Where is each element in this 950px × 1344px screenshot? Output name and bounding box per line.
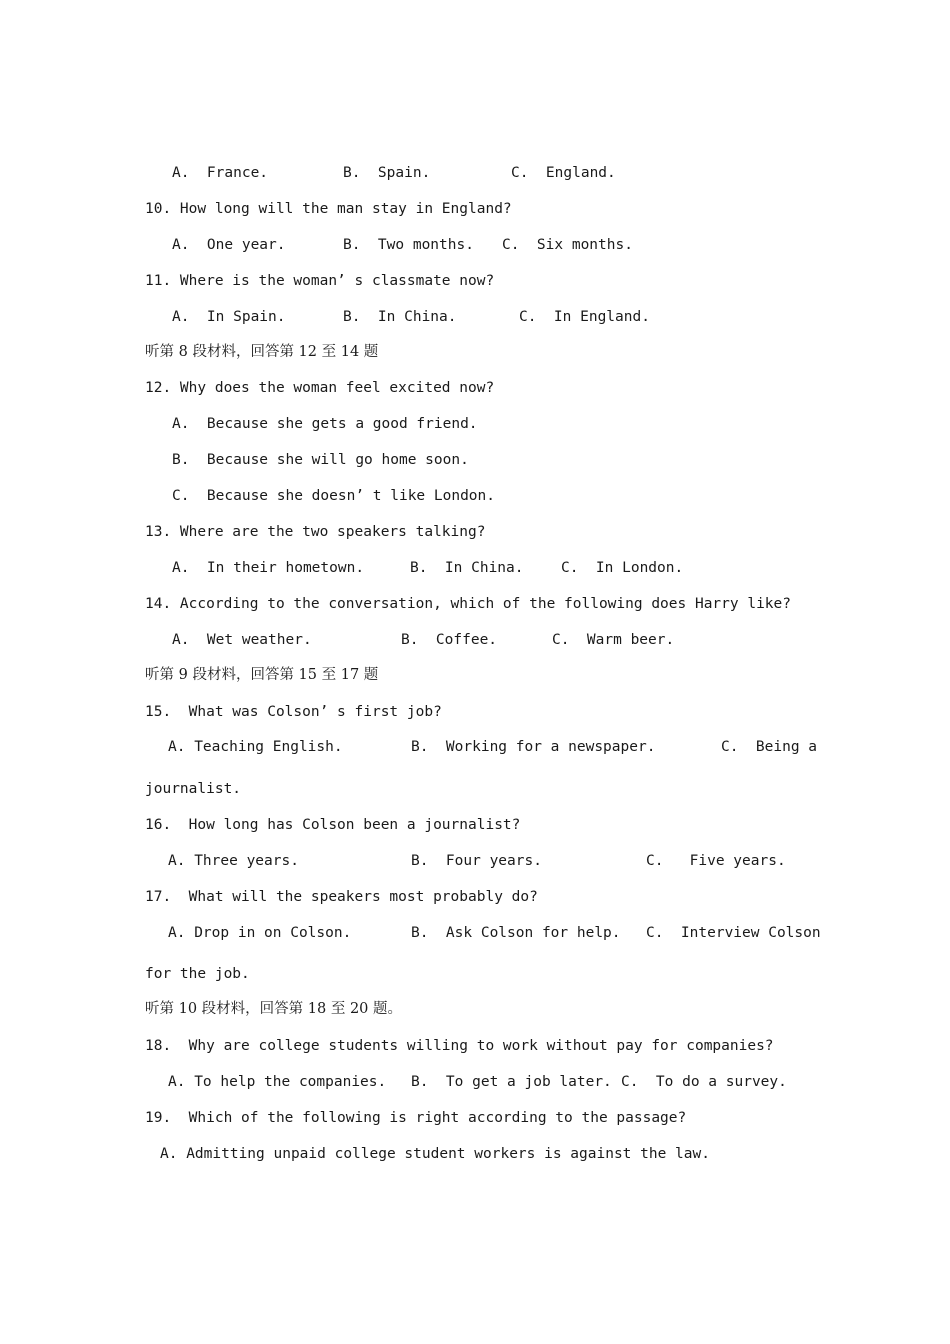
- q15-stem: 15. What was Colson’ s first job?: [145, 704, 442, 720]
- q16-stem: 16. How long has Colson been a journalist?: [145, 817, 521, 833]
- q15-option-b: B. Working for a newspaper.: [411, 739, 656, 755]
- q12-option-c: C. Because she doesn’ t like London.: [172, 488, 496, 504]
- q16-option-a: A. Three years.: [168, 853, 299, 869]
- q14-stem: 14. According to the conversation, which of the following does Harry like?: [145, 596, 792, 612]
- section-8-heading: 听第 8 段材料，回答第 12 至 14 题: [145, 344, 379, 360]
- q10-option-c: C. Six months.: [502, 237, 633, 253]
- q17-stem: 17. What will the speakers most probably do?: [145, 889, 538, 905]
- q9-option-c: C. England.: [511, 165, 616, 181]
- q17-option-b: B. Ask Colson for help.: [411, 925, 621, 941]
- q9-option-b: B. Spain.: [343, 165, 431, 181]
- q17-option-a: A. Drop in on Colson.: [168, 925, 352, 941]
- q12-option-a: A. Because she gets a good friend.: [172, 416, 478, 432]
- q19-option-a: A. Admitting unpaid college student workers is against the law.: [160, 1146, 710, 1162]
- q18-stem: 18. Why are college students willing to work without pay for companies?: [145, 1038, 774, 1054]
- q13-option-b: B. In China.: [410, 560, 524, 576]
- q14-option-c: C. Warm beer.: [552, 632, 675, 648]
- q17-option-c: C. Interview Colson: [646, 925, 821, 941]
- q15-option-c-continued: journalist.: [145, 781, 242, 797]
- q13-option-a: A. In their hometown.: [172, 560, 365, 576]
- q11-option-b: B. In China.: [343, 309, 457, 325]
- q10-option-b: B. Two months.: [343, 237, 474, 253]
- q16-option-c: C. Five years.: [646, 853, 786, 869]
- q9-option-a: A. France.: [172, 165, 269, 181]
- q11-option-a: A. In Spain.: [172, 309, 286, 325]
- q18-option-b: B. To get a job later.: [411, 1074, 612, 1090]
- q10-option-a: A. One year.: [172, 237, 286, 253]
- section-10-heading: 听第 10 段材料，回答第 18 至 20 题。: [145, 1001, 403, 1017]
- q11-option-c: C. In England.: [519, 309, 650, 325]
- q14-option-b: B. Coffee.: [401, 632, 498, 648]
- q12-option-b: B. Because she will go home soon.: [172, 452, 469, 468]
- q15-option-c: C. Being a: [721, 739, 818, 755]
- q15-option-a: A. Teaching English.: [168, 739, 343, 755]
- q11-stem: 11. Where is the woman’ s classmate now?: [145, 273, 495, 289]
- q14-option-a: A. Wet weather.: [172, 632, 312, 648]
- q18-option-a: A. To help the companies.: [168, 1074, 387, 1090]
- section-9-heading: 听第 9 段材料，回答第 15 至 17 题: [145, 667, 379, 683]
- q18-option-c: C. To do a survey.: [621, 1074, 787, 1090]
- q10-stem: 10. How long will the man stay in England?: [145, 201, 512, 217]
- q13-option-c: C. In London.: [561, 560, 684, 576]
- q12-stem: 12. Why does the woman feel excited now?: [145, 380, 495, 396]
- q13-stem: 13. Where are the two speakers talking?: [145, 524, 486, 540]
- q17-option-c-continued: for the job.: [145, 966, 250, 982]
- q19-stem: 19. Which of the following is right according to the passage?: [145, 1110, 687, 1126]
- q16-option-b: B. Four years.: [411, 853, 542, 869]
